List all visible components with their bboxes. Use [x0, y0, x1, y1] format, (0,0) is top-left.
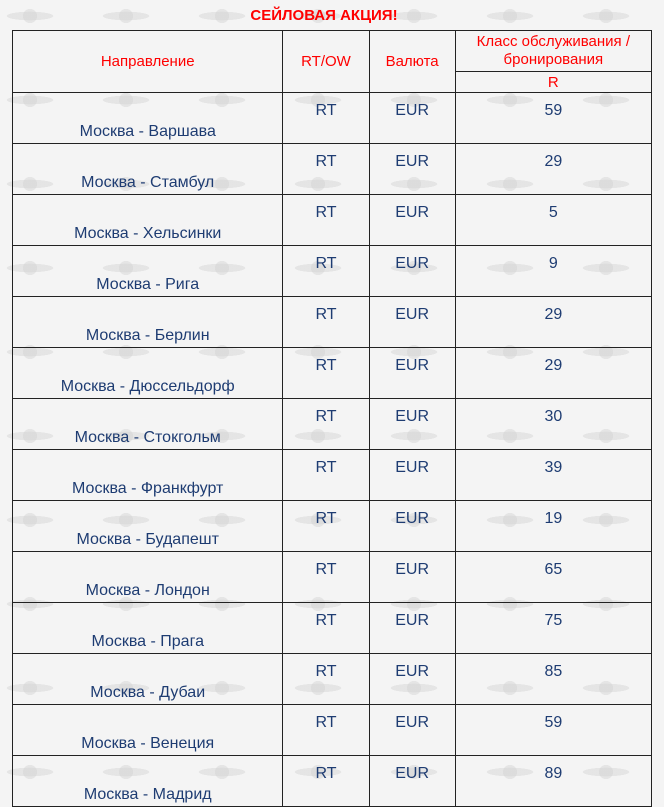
currency-cell: EUR	[369, 501, 455, 552]
currency-cell: EUR	[369, 450, 455, 501]
table-row	[13, 93, 652, 144]
route-cell: Москва - Венеция	[13, 705, 283, 756]
table-row	[13, 603, 652, 654]
currency-cell: EUR	[369, 195, 455, 246]
fare-type-cell: RT	[283, 654, 369, 705]
currency-cell: EUR	[369, 144, 455, 195]
fare-type-cell: RT	[283, 348, 369, 399]
route-cell: Москва - Будапешт	[13, 501, 283, 552]
price-cell: 75	[455, 603, 651, 654]
header-route: Направление	[13, 31, 283, 93]
table-row	[13, 756, 652, 807]
table-body	[13, 93, 652, 807]
fare-type-cell: RT	[283, 705, 369, 756]
header-fare-type: RT/OW	[283, 31, 369, 93]
fare-type-cell: RT	[283, 93, 369, 144]
table-row	[13, 501, 652, 552]
route-cell: Москва - Рига	[13, 246, 283, 297]
fare-type-cell: RT	[283, 399, 369, 450]
route-cell: Москва - Лондон	[13, 552, 283, 603]
fares-table	[12, 30, 652, 807]
price-cell: 39	[455, 450, 651, 501]
currency-cell: EUR	[369, 654, 455, 705]
fare-type-cell: RT	[283, 450, 369, 501]
fare-type-cell: RT	[283, 552, 369, 603]
header-currency: Валюта	[369, 31, 455, 93]
fare-type-cell: RT	[283, 603, 369, 654]
route-cell: Москва - Дюссельдорф	[13, 348, 283, 399]
table-row	[13, 246, 652, 297]
price-cell: 5	[455, 195, 651, 246]
table-row	[13, 348, 652, 399]
table-row	[13, 195, 652, 246]
price-cell: 89	[455, 756, 651, 807]
price-cell: 59	[455, 93, 651, 144]
price-cell: 9	[455, 246, 651, 297]
table-row	[13, 654, 652, 705]
header-class-code: R	[455, 72, 651, 93]
fare-type-cell: RT	[283, 297, 369, 348]
price-cell: 85	[455, 654, 651, 705]
table-row	[13, 399, 652, 450]
price-cell: 29	[455, 348, 651, 399]
currency-cell: EUR	[369, 348, 455, 399]
route-cell: Москва - Франкфурт	[13, 450, 283, 501]
price-cell: 29	[455, 144, 651, 195]
table-row	[13, 450, 652, 501]
fare-type-cell: RT	[283, 144, 369, 195]
currency-cell: EUR	[369, 246, 455, 297]
route-cell: Москва - Стамбул	[13, 144, 283, 195]
table-row	[13, 552, 652, 603]
price-cell: 29	[455, 297, 651, 348]
currency-cell: EUR	[369, 297, 455, 348]
route-cell: Москва - Мадрид	[13, 756, 283, 807]
table-header-row	[13, 31, 652, 72]
route-cell: Москва - Прага	[13, 603, 283, 654]
table-row	[13, 705, 652, 756]
route-cell: Москва - Хельсинки	[13, 195, 283, 246]
table-row	[13, 297, 652, 348]
currency-cell: EUR	[369, 603, 455, 654]
fare-type-cell: RT	[283, 246, 369, 297]
fare-type-cell: RT	[283, 195, 369, 246]
route-cell: Москва - Берлин	[13, 297, 283, 348]
currency-cell: EUR	[369, 705, 455, 756]
route-cell: Москва - Варшава	[13, 93, 283, 144]
price-cell: 30	[455, 399, 651, 450]
currency-cell: EUR	[369, 552, 455, 603]
route-cell: Москва - Стокгольм	[13, 399, 283, 450]
currency-cell: EUR	[369, 399, 455, 450]
page-title: СЕЙЛОВАЯ АКЦИЯ!	[250, 7, 398, 24]
price-cell: 65	[455, 552, 651, 603]
price-cell: 19	[455, 501, 651, 552]
fare-type-cell: RT	[283, 501, 369, 552]
currency-cell: EUR	[369, 93, 455, 144]
fare-type-cell: RT	[283, 756, 369, 807]
header-class: Класс обслуживания / бронирования	[455, 31, 651, 72]
price-cell: 59	[455, 705, 651, 756]
table-row	[13, 144, 652, 195]
route-cell: Москва - Дубаи	[13, 654, 283, 705]
currency-cell: EUR	[369, 756, 455, 807]
